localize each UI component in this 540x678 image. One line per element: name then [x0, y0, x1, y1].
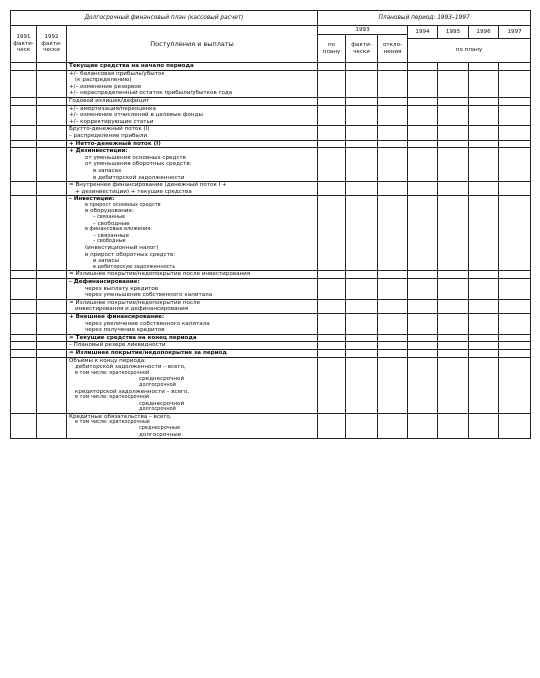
year-1994-head: 1994: [408, 26, 438, 39]
value-cell: [318, 271, 346, 279]
value-cell: [469, 279, 499, 300]
value-cell: [438, 105, 469, 126]
value-cell: [11, 126, 37, 140]
value-cell: [378, 148, 408, 182]
row-text: +/– нераспределенный остаток прибыли/убытков года: [69, 90, 233, 97]
row-text: в дебиторской задолженности: [93, 174, 185, 181]
row-text: долгосрочной: [139, 406, 176, 413]
row-text: = Текущие средства на конец периода: [69, 334, 197, 341]
table-row: [11, 97, 531, 105]
value-cell: [438, 413, 469, 438]
value-cell: [469, 182, 499, 196]
deviation-b: нения: [383, 48, 402, 55]
value-cell: [11, 148, 37, 182]
row-text: в том числе: краткосрочной: [75, 369, 150, 376]
row-text: = Излишнее покрытие/недопокрытие за период: [69, 349, 227, 356]
table-row: [11, 70, 531, 97]
value-cell: [11, 105, 37, 126]
value-cell: [438, 63, 469, 71]
value-cell: [378, 299, 408, 313]
value-cell: [408, 97, 438, 105]
table-row: [11, 342, 531, 350]
row-text: – свободные: [93, 238, 126, 245]
value-cell: [469, 126, 499, 140]
table-row: [11, 357, 531, 413]
fact-1991-a: факти-: [13, 40, 34, 47]
value-cell: [408, 299, 438, 313]
value-cell: [469, 63, 499, 71]
value-cell: [499, 342, 531, 350]
value-cell: [408, 313, 438, 334]
row-text: в запасах: [93, 167, 122, 174]
value-cell: [318, 196, 346, 271]
fact-1992-b: чески: [43, 47, 60, 54]
value-cell: [37, 97, 67, 105]
year-1996-head: 1996: [469, 26, 499, 39]
value-cell: [438, 126, 469, 140]
row-text: +/– амортизация/переоценка: [69, 105, 156, 112]
value-cell: [499, 313, 531, 334]
value-cell: [346, 196, 378, 271]
value-cell: [408, 342, 438, 350]
value-cell: [408, 63, 438, 71]
value-cell: [318, 357, 346, 413]
value-cell: [469, 140, 499, 148]
row-text: + Нетто-денежный поток (I): [69, 140, 161, 147]
row-label-cell: [67, 196, 318, 271]
row-text: Объемы к концу периода:: [69, 357, 147, 364]
row-text: в запасы: [93, 258, 120, 265]
factual-b: чески: [353, 48, 370, 55]
row-text: Текущие средства на начало периода: [69, 63, 194, 69]
value-cell: [37, 148, 67, 182]
row-text: Брутто-денежный поток (I): [69, 126, 150, 133]
row-text: = Излишнее покрытие/недопокрытие после: [69, 299, 201, 306]
row-label-cell: [67, 126, 318, 140]
value-cell: [346, 334, 378, 342]
table-row: [11, 349, 531, 357]
value-cell: [11, 299, 37, 313]
col-1992-head: [37, 26, 67, 63]
row-text: (к распределению): [75, 77, 132, 84]
value-cell: [499, 349, 531, 357]
value-cell: [378, 97, 408, 105]
table-row: [11, 140, 531, 148]
value-cell: [438, 342, 469, 350]
plan-label-head: по плану: [408, 39, 531, 63]
value-cell: [378, 196, 408, 271]
value-cell: [318, 70, 346, 97]
value-cell: [469, 299, 499, 313]
value-cell: [346, 313, 378, 334]
by-plan-b: плану: [322, 48, 341, 55]
table-row: [11, 126, 531, 140]
row-text: +/– изменение резервов: [69, 83, 142, 90]
value-cell: [346, 299, 378, 313]
value-cell: [346, 349, 378, 357]
year-1992: 1992: [44, 34, 59, 41]
row-label-cell: [67, 313, 318, 334]
value-cell: [469, 97, 499, 105]
value-cell: [11, 413, 37, 438]
value-cell: [37, 271, 67, 279]
value-cell: [378, 182, 408, 196]
value-cell: [499, 140, 531, 148]
value-cell: [499, 413, 531, 438]
value-cell: [438, 182, 469, 196]
row-text: через получение кредитов: [85, 327, 165, 334]
value-cell: [346, 413, 378, 438]
row-text: в том числе: краткосрочные: [75, 419, 150, 426]
value-cell: [346, 357, 378, 413]
value-cell: [408, 349, 438, 357]
by-plan-a: по: [327, 41, 336, 48]
value-cell: [346, 97, 378, 105]
value-cell: [438, 279, 469, 300]
value-cell: [499, 70, 531, 97]
row-label-cell: [67, 105, 318, 126]
year-1993-head: 1993: [318, 26, 408, 35]
row-text: Годовой излишек/дефицит: [69, 97, 150, 104]
row-label-cell: [67, 271, 318, 279]
value-cell: [318, 63, 346, 71]
row-text: в финансовые вложения:: [85, 226, 153, 233]
value-cell: [469, 271, 499, 279]
value-cell: [499, 97, 531, 105]
table-row: [11, 334, 531, 342]
value-cell: [438, 334, 469, 342]
value-cell: [408, 148, 438, 182]
value-cell: [37, 357, 67, 413]
value-cell: [318, 349, 346, 357]
value-cell: [438, 148, 469, 182]
row-text: через увеличение собственного капитала: [85, 320, 210, 327]
value-cell: [318, 182, 346, 196]
row-text: среднесрочные: [139, 425, 181, 432]
value-cell: [378, 349, 408, 357]
row-text: инвестирования и дефинансирования: [75, 306, 189, 313]
row-label-cell: [67, 140, 318, 148]
row-text: +/– изменение отчислений в целевые фонды: [69, 112, 203, 119]
value-cell: [438, 271, 469, 279]
value-cell: [318, 126, 346, 140]
value-cell: [378, 63, 408, 71]
value-cell: [499, 279, 531, 300]
table-row: [11, 63, 531, 71]
value-cell: [408, 271, 438, 279]
value-cell: [37, 182, 67, 196]
value-cell: [378, 279, 408, 300]
value-cell: [499, 357, 531, 413]
value-cell: [438, 70, 469, 97]
value-cell: [37, 196, 67, 271]
value-cell: [11, 349, 37, 357]
value-cell: [346, 140, 378, 148]
row-label-cell: [67, 357, 318, 413]
value-cell: [318, 313, 346, 334]
table-row: [11, 271, 531, 279]
value-cell: [469, 349, 499, 357]
row-label-cell: [67, 279, 318, 300]
value-cell: [469, 313, 499, 334]
value-cell: [408, 279, 438, 300]
value-cell: [378, 70, 408, 97]
financial-plan-form: [10, 10, 530, 672]
value-cell: [378, 342, 408, 350]
row-text: – Плановый резерв ликвидности: [69, 342, 166, 349]
row-label-cell: [67, 63, 318, 71]
value-cell: [499, 105, 531, 126]
value-cell: [378, 413, 408, 438]
value-cell: [408, 70, 438, 97]
value-cell: [438, 97, 469, 105]
value-cell: [408, 196, 438, 271]
year-1997-head: 1997: [499, 26, 531, 39]
row-label-cell: [67, 342, 318, 350]
value-cell: [37, 313, 67, 334]
row-label-cell: [67, 97, 318, 105]
value-cell: [11, 357, 37, 413]
value-cell: [11, 196, 37, 271]
row-text: кредиторской задолженности – всего,: [75, 388, 190, 395]
row-text: в прирост основных средств: [85, 201, 161, 208]
value-cell: [378, 313, 408, 334]
row-text: в оборудование:: [85, 208, 134, 215]
value-cell: [37, 105, 67, 126]
value-cell: [469, 148, 499, 182]
value-cell: [499, 299, 531, 313]
value-cell: [438, 357, 469, 413]
row-text: в том числе: краткосрочной: [75, 394, 150, 401]
table-row: [11, 413, 531, 438]
value-cell: [37, 70, 67, 97]
value-cell: [11, 140, 37, 148]
deviation-head: [378, 35, 408, 63]
value-cell: [378, 126, 408, 140]
value-cell: [318, 105, 346, 126]
value-cell: [346, 70, 378, 97]
value-cell: [408, 182, 438, 196]
row-text: +/– корректирующие статьи: [69, 118, 154, 125]
value-cell: [378, 357, 408, 413]
row-text: в прирост оборотных средств:: [85, 251, 176, 258]
row-label-cell: [67, 70, 318, 97]
value-cell: [318, 279, 346, 300]
value-cell: [469, 70, 499, 97]
by-plan-head: [318, 35, 346, 63]
value-cell: [438, 349, 469, 357]
row-text: = Излишнее покрытие/недопокрытие после инвестирования: [69, 271, 251, 278]
value-cell: [37, 334, 67, 342]
value-cell: [438, 196, 469, 271]
row-label-cell: [67, 334, 318, 342]
row-text: дебиторской задолженности – всего,: [75, 364, 186, 371]
value-cell: [499, 196, 531, 271]
value-cell: [37, 299, 67, 313]
value-cell: [37, 63, 67, 71]
row-text: через уменьшение собственного капитала: [85, 292, 213, 299]
value-cell: [499, 334, 531, 342]
row-text: = Внутреннее финансирование (денежный поток I +: [69, 182, 227, 189]
value-cell: [469, 334, 499, 342]
row-label-cell: [67, 413, 318, 438]
factual-a: факти-: [351, 41, 372, 48]
value-cell: [37, 279, 67, 300]
row-text: долгосрочной: [139, 381, 176, 388]
table-row: [11, 105, 531, 126]
value-cell: [408, 126, 438, 140]
row-text: – распределение прибыли: [69, 132, 148, 139]
value-cell: [318, 97, 346, 105]
deviation-a: откло-: [382, 41, 403, 48]
value-cell: [11, 313, 37, 334]
value-cell: [346, 342, 378, 350]
value-cell: [378, 271, 408, 279]
value-cell: [378, 140, 408, 148]
value-cell: [499, 182, 531, 196]
value-cell: [37, 342, 67, 350]
value-cell: [318, 140, 346, 148]
value-cell: [499, 148, 531, 182]
value-cell: [378, 105, 408, 126]
row-text: + дезинвестиции) + текущие средства: [75, 188, 192, 195]
planning-period-title: Плановый период: 1993–1997: [318, 11, 531, 26]
value-cell: [408, 334, 438, 342]
value-cell: [346, 63, 378, 71]
value-cell: [346, 126, 378, 140]
value-cell: [408, 413, 438, 438]
value-cell: [11, 70, 37, 97]
plan-table: [10, 10, 531, 439]
row-text: – Инвестиции:: [69, 196, 115, 203]
value-cell: [469, 413, 499, 438]
year-1991: 1991: [16, 34, 31, 41]
row-text: от уменьшения оборотных средств:: [85, 161, 192, 168]
value-cell: [408, 105, 438, 126]
value-cell: [318, 299, 346, 313]
value-cell: [499, 126, 531, 140]
row-text: в дебиторскую задолженность: [93, 263, 176, 270]
row-text: + Дезинвестиции:: [69, 148, 128, 155]
table-row: [11, 299, 531, 313]
value-cell: [11, 279, 37, 300]
value-cell: [346, 182, 378, 196]
value-cell: [469, 342, 499, 350]
value-cell: [318, 334, 346, 342]
value-cell: [469, 357, 499, 413]
row-text: +/– балансовая прибыль/убыток: [69, 70, 165, 77]
value-cell: [318, 342, 346, 350]
value-cell: [499, 271, 531, 279]
row-label-cell: [67, 148, 318, 182]
row-text: среднесрочной: [139, 376, 185, 383]
factual-head: [346, 35, 378, 63]
value-cell: [318, 413, 346, 438]
value-cell: [408, 357, 438, 413]
row-text: среднесрочной: [139, 400, 185, 407]
value-cell: [318, 148, 346, 182]
table-row: [11, 313, 531, 334]
value-cell: [11, 97, 37, 105]
value-cell: [37, 349, 67, 357]
value-cell: [11, 342, 37, 350]
value-cell: [11, 334, 37, 342]
value-cell: [408, 140, 438, 148]
value-cell: [37, 140, 67, 148]
table-row: [11, 182, 531, 196]
value-cell: [346, 105, 378, 126]
value-cell: [37, 413, 67, 438]
row-text: – связанные: [93, 214, 126, 221]
value-cell: [469, 196, 499, 271]
row-text: – связанные: [93, 232, 129, 239]
table-row: [11, 279, 531, 300]
fact-1992-a: факти-: [41, 40, 62, 47]
value-cell: [438, 140, 469, 148]
value-cell: [11, 63, 37, 71]
value-cell: [469, 105, 499, 126]
col-1991-head: [11, 26, 37, 63]
row-text: – свободные: [93, 220, 130, 227]
row-text: + Внешнее финансирование:: [69, 313, 165, 320]
row-label-cell: [67, 299, 318, 313]
row-text: Кредитные обязательства – всего,: [69, 413, 172, 420]
row-text: (инвестиционный налог): [85, 245, 159, 252]
row-text: долгосрочные: [139, 431, 182, 438]
value-cell: [378, 334, 408, 342]
table-row: [11, 148, 531, 182]
year-1995-head: 1995: [438, 26, 469, 39]
value-cell: [499, 63, 531, 71]
value-cell: [346, 271, 378, 279]
row-label-cell: [67, 182, 318, 196]
value-cell: [438, 299, 469, 313]
value-cell: [438, 313, 469, 334]
value-cell: [346, 148, 378, 182]
value-cell: [11, 271, 37, 279]
row-text: через выплату кредитов: [85, 285, 159, 292]
value-cell: [11, 182, 37, 196]
row-label-cell: [67, 349, 318, 357]
main-column-head: Поступления и выплаты: [67, 26, 318, 63]
row-text: от уменьшения основных средств: [85, 154, 186, 161]
value-cell: [37, 126, 67, 140]
row-text: – Дефинансирование:: [69, 279, 140, 285]
table-row: [11, 196, 531, 271]
plan-title: Долгосрочный финансовый план (кассовый расчет): [11, 11, 318, 26]
fact-1991-b: ческ: [16, 47, 31, 54]
value-cell: [346, 279, 378, 300]
